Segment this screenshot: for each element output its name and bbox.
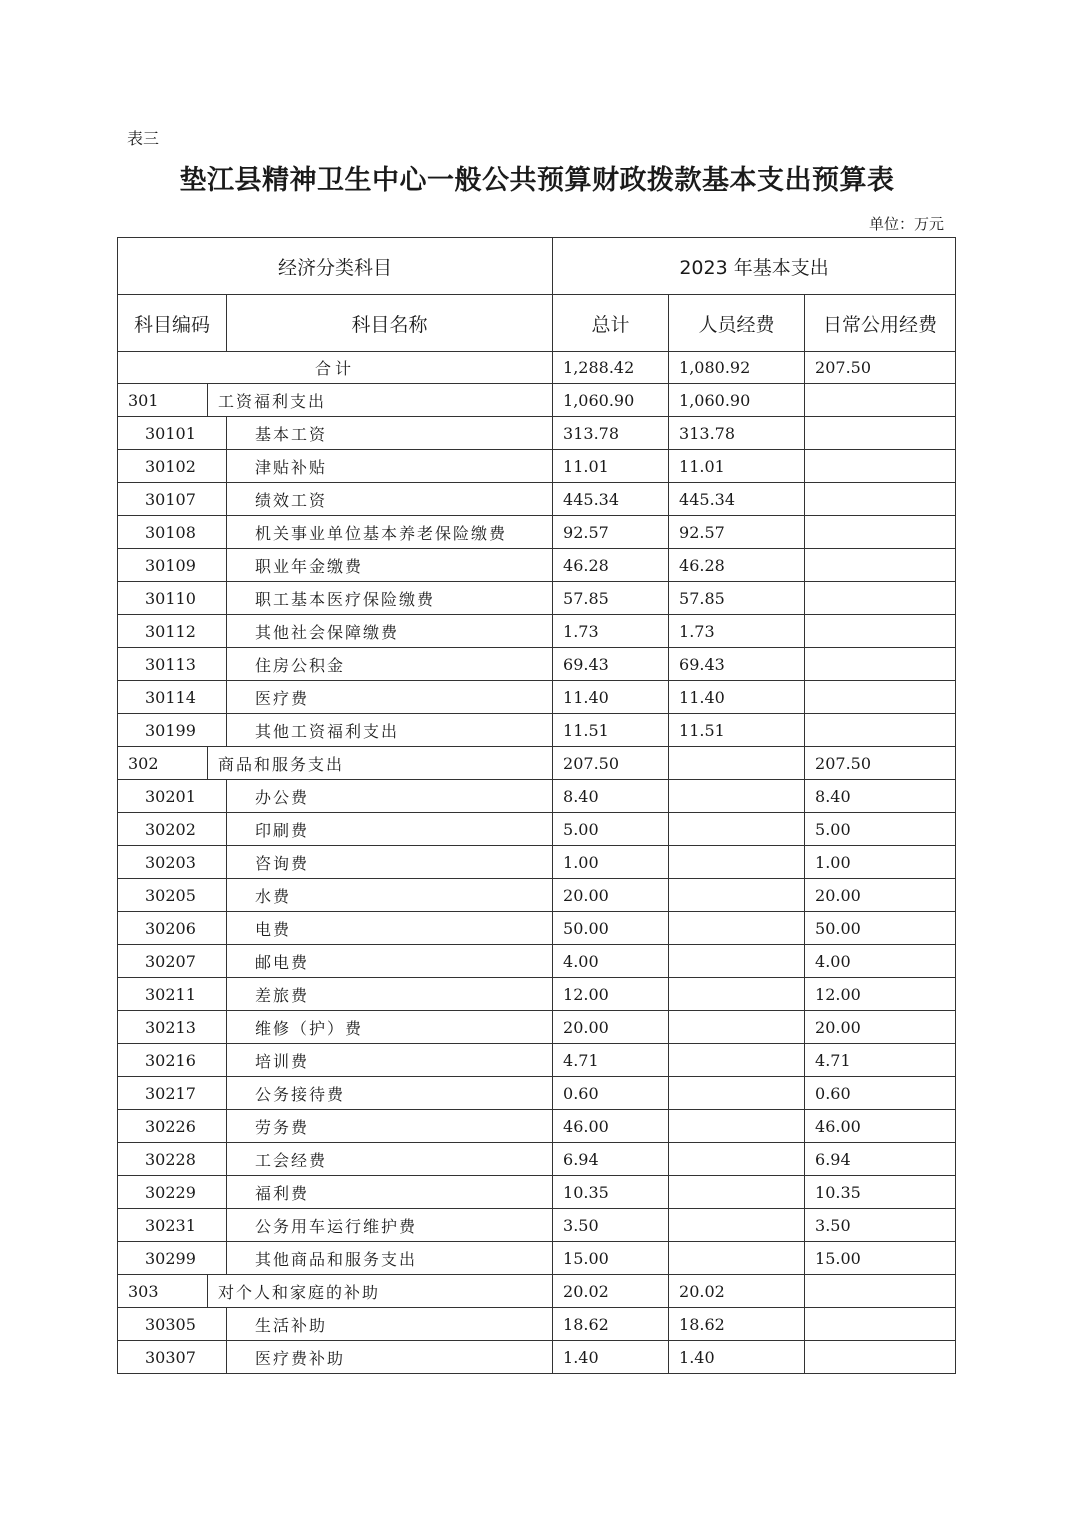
header-total: 总计 xyxy=(553,295,669,352)
row-personnel xyxy=(669,780,805,813)
table-row xyxy=(118,1341,956,1374)
row-personnel: 20.02 xyxy=(669,1275,805,1308)
row-personnel xyxy=(669,846,805,879)
row-public: 12.00 xyxy=(805,978,956,1011)
row-personnel: 46.28 xyxy=(669,549,805,582)
header-row-2 xyxy=(118,295,956,352)
row-code: 30213 xyxy=(118,1011,227,1044)
table-row xyxy=(118,417,956,450)
row-code: 302 xyxy=(118,747,208,780)
row-code: 301 xyxy=(118,384,208,417)
row-personnel xyxy=(669,813,805,846)
table-row xyxy=(118,714,956,747)
header-code: 科目编码 xyxy=(118,295,227,352)
row-name: 医疗费补助 xyxy=(227,1341,553,1374)
row-code: 30107 xyxy=(118,483,227,516)
table-row xyxy=(118,813,956,846)
row-public: 5.00 xyxy=(805,813,956,846)
table-row xyxy=(118,1176,956,1209)
row-personnel xyxy=(669,945,805,978)
row-name: 津贴补贴 xyxy=(227,450,553,483)
row-total: 69.43 xyxy=(553,648,669,681)
row-public: 6.94 xyxy=(805,1143,956,1176)
row-code: 30108 xyxy=(118,516,227,549)
row-name: 基本工资 xyxy=(227,417,553,450)
row-personnel: 313.78 xyxy=(669,417,805,450)
row-name: 邮电费 xyxy=(227,945,553,978)
row-total: 11.40 xyxy=(553,681,669,714)
row-public: 4.71 xyxy=(805,1044,956,1077)
table-row xyxy=(118,1110,956,1143)
row-code: 30201 xyxy=(118,780,227,813)
row-total: 1.00 xyxy=(553,846,669,879)
header-public: 日常公用经费 xyxy=(805,295,956,352)
row-public xyxy=(805,1341,956,1374)
total-label: 合计 xyxy=(118,352,553,384)
row-code: 30110 xyxy=(118,582,227,615)
row-name: 其他商品和服务支出 xyxy=(227,1242,553,1275)
table-row xyxy=(118,483,956,516)
row-personnel: 11.51 xyxy=(669,714,805,747)
row-public: 15.00 xyxy=(805,1242,956,1275)
row-name: 机关事业单位基本养老保险缴费 xyxy=(227,516,553,549)
table-row xyxy=(118,582,956,615)
row-public xyxy=(805,483,956,516)
table-row xyxy=(118,780,956,813)
row-code: 30206 xyxy=(118,912,227,945)
row-personnel xyxy=(669,1077,805,1110)
row-name: 其他工资福利支出 xyxy=(227,714,553,747)
row-personnel: 1.73 xyxy=(669,615,805,648)
row-total: 4.00 xyxy=(553,945,669,978)
row-code: 30101 xyxy=(118,417,227,450)
row-total: 445.34 xyxy=(553,483,669,516)
row-code: 30202 xyxy=(118,813,227,846)
row-name: 住房公积金 xyxy=(227,648,553,681)
total-row xyxy=(118,352,956,384)
row-code: 30102 xyxy=(118,450,227,483)
header-personnel: 人员经费 xyxy=(669,295,805,352)
row-name: 维修（护）费 xyxy=(227,1011,553,1044)
row-code: 30229 xyxy=(118,1176,227,1209)
row-name: 对个人和家庭的补助 xyxy=(208,1275,553,1308)
row-total: 15.00 xyxy=(553,1242,669,1275)
row-personnel xyxy=(669,912,805,945)
row-total: 1.40 xyxy=(553,1341,669,1374)
row-name: 工会经费 xyxy=(227,1143,553,1176)
row-personnel: 57.85 xyxy=(669,582,805,615)
row-public: 46.00 xyxy=(805,1110,956,1143)
budget-table xyxy=(117,237,956,1374)
row-name: 印刷费 xyxy=(227,813,553,846)
table-row xyxy=(118,1308,956,1341)
row-total: 20.00 xyxy=(553,879,669,912)
row-code: 30205 xyxy=(118,879,227,912)
row-personnel: 1.40 xyxy=(669,1341,805,1374)
row-total: 20.00 xyxy=(553,1011,669,1044)
row-public: 0.60 xyxy=(805,1077,956,1110)
row-total: 11.51 xyxy=(553,714,669,747)
row-public xyxy=(805,1308,956,1341)
row-total: 6.94 xyxy=(553,1143,669,1176)
total-total: 1,288.42 xyxy=(553,352,669,384)
table-row xyxy=(118,615,956,648)
row-personnel: 69.43 xyxy=(669,648,805,681)
row-total: 12.00 xyxy=(553,978,669,1011)
row-code: 30307 xyxy=(118,1341,227,1374)
row-public xyxy=(805,648,956,681)
row-name: 公务用车运行维护费 xyxy=(227,1209,553,1242)
row-public: 10.35 xyxy=(805,1176,956,1209)
row-personnel: 92.57 xyxy=(669,516,805,549)
row-name: 办公费 xyxy=(227,780,553,813)
table-row xyxy=(118,384,956,417)
row-public xyxy=(805,582,956,615)
table-row xyxy=(118,516,956,549)
row-name: 劳务费 xyxy=(227,1110,553,1143)
row-total: 18.62 xyxy=(553,1308,669,1341)
header-year-expense: 2023 年基本支出 xyxy=(553,238,956,295)
row-total: 92.57 xyxy=(553,516,669,549)
table-row xyxy=(118,747,956,780)
table-row xyxy=(118,1143,956,1176)
row-personnel xyxy=(669,879,805,912)
table-row xyxy=(118,846,956,879)
row-name: 公务接待费 xyxy=(227,1077,553,1110)
row-name: 培训费 xyxy=(227,1044,553,1077)
row-public xyxy=(805,384,956,417)
row-personnel xyxy=(669,1176,805,1209)
row-personnel xyxy=(669,1110,805,1143)
row-total: 46.28 xyxy=(553,549,669,582)
row-name: 其他社会保障缴费 xyxy=(227,615,553,648)
row-code: 30112 xyxy=(118,615,227,648)
table-row xyxy=(118,912,956,945)
row-total: 50.00 xyxy=(553,912,669,945)
row-public: 20.00 xyxy=(805,879,956,912)
row-name: 咨询费 xyxy=(227,846,553,879)
row-code: 30228 xyxy=(118,1143,227,1176)
table-row xyxy=(118,1242,956,1275)
table-row xyxy=(118,1011,956,1044)
row-total: 3.50 xyxy=(553,1209,669,1242)
row-code: 30231 xyxy=(118,1209,227,1242)
row-total: 313.78 xyxy=(553,417,669,450)
table-row xyxy=(118,879,956,912)
row-personnel xyxy=(669,747,805,780)
row-code: 30203 xyxy=(118,846,227,879)
row-name: 生活补助 xyxy=(227,1308,553,1341)
table-row xyxy=(118,681,956,714)
row-total: 8.40 xyxy=(553,780,669,813)
row-name: 水费 xyxy=(227,879,553,912)
row-code: 30217 xyxy=(118,1077,227,1110)
row-public xyxy=(805,681,956,714)
total-public: 207.50 xyxy=(805,352,956,384)
row-name: 福利费 xyxy=(227,1176,553,1209)
unit-label: 单位：万元 xyxy=(868,215,944,233)
row-code: 303 xyxy=(118,1275,208,1308)
row-personnel: 11.40 xyxy=(669,681,805,714)
row-total: 10.35 xyxy=(553,1176,669,1209)
row-public xyxy=(805,1275,956,1308)
row-personnel xyxy=(669,1242,805,1275)
table-row xyxy=(118,1077,956,1110)
row-public: 4.00 xyxy=(805,945,956,978)
row-total: 11.01 xyxy=(553,450,669,483)
row-public: 20.00 xyxy=(805,1011,956,1044)
row-name: 差旅费 xyxy=(227,978,553,1011)
table-row xyxy=(118,450,956,483)
table-row xyxy=(118,648,956,681)
row-public xyxy=(805,714,956,747)
row-name: 医疗费 xyxy=(227,681,553,714)
row-personnel xyxy=(669,1143,805,1176)
row-name: 工资福利支出 xyxy=(208,384,553,417)
row-public xyxy=(805,450,956,483)
row-total: 1.73 xyxy=(553,615,669,648)
row-code: 30199 xyxy=(118,714,227,747)
table-row xyxy=(118,1044,956,1077)
row-name: 职业年金缴费 xyxy=(227,549,553,582)
row-public xyxy=(805,615,956,648)
row-public xyxy=(805,417,956,450)
row-personnel: 11.01 xyxy=(669,450,805,483)
table-row xyxy=(118,1209,956,1242)
row-total: 46.00 xyxy=(553,1110,669,1143)
row-personnel: 1,060.90 xyxy=(669,384,805,417)
header-name: 科目名称 xyxy=(227,295,553,352)
row-code: 30109 xyxy=(118,549,227,582)
table-label: 表三 xyxy=(127,129,160,148)
row-code: 30216 xyxy=(118,1044,227,1077)
row-code: 30113 xyxy=(118,648,227,681)
total-personnel: 1,080.92 xyxy=(669,352,805,384)
row-total: 0.60 xyxy=(553,1077,669,1110)
row-code: 30226 xyxy=(118,1110,227,1143)
row-name: 绩效工资 xyxy=(227,483,553,516)
row-personnel xyxy=(669,1209,805,1242)
row-total: 4.71 xyxy=(553,1044,669,1077)
table-row xyxy=(118,549,956,582)
row-name: 电费 xyxy=(227,912,553,945)
row-public: 207.50 xyxy=(805,747,956,780)
row-public: 8.40 xyxy=(805,780,956,813)
table-row xyxy=(118,945,956,978)
row-public xyxy=(805,516,956,549)
row-public: 1.00 xyxy=(805,846,956,879)
header-row-1 xyxy=(118,238,956,295)
row-name: 商品和服务支出 xyxy=(208,747,553,780)
row-total: 20.02 xyxy=(553,1275,669,1308)
row-personnel xyxy=(669,1011,805,1044)
row-personnel xyxy=(669,1044,805,1077)
row-name: 职工基本医疗保险缴费 xyxy=(227,582,553,615)
page-title: 垫江县精神卫生中心一般公共预算财政拨款基本支出预算表 xyxy=(179,165,895,196)
row-code: 30305 xyxy=(118,1308,227,1341)
row-total: 5.00 xyxy=(553,813,669,846)
row-code: 30211 xyxy=(118,978,227,1011)
row-public: 3.50 xyxy=(805,1209,956,1242)
row-public xyxy=(805,549,956,582)
row-personnel xyxy=(669,978,805,1011)
table-row xyxy=(118,978,956,1011)
row-total: 207.50 xyxy=(553,747,669,780)
row-total: 1,060.90 xyxy=(553,384,669,417)
header-category: 经济分类科目 xyxy=(118,238,553,295)
row-public: 50.00 xyxy=(805,912,956,945)
row-code: 30114 xyxy=(118,681,227,714)
row-personnel: 18.62 xyxy=(669,1308,805,1341)
row-code: 30299 xyxy=(118,1242,227,1275)
row-personnel: 445.34 xyxy=(669,483,805,516)
table-row xyxy=(118,1275,956,1308)
row-code: 30207 xyxy=(118,945,227,978)
row-total: 57.85 xyxy=(553,582,669,615)
